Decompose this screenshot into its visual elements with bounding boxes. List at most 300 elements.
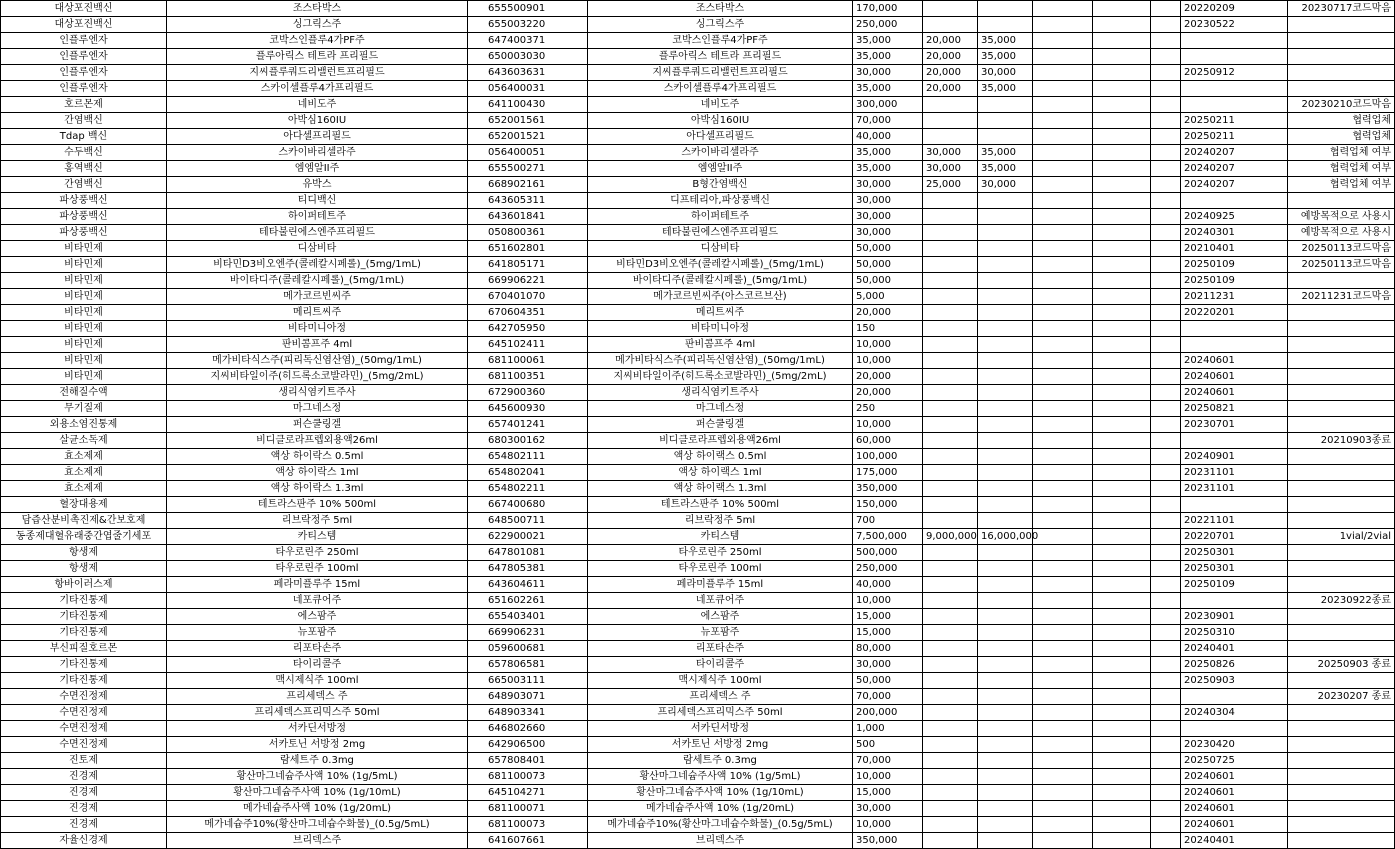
cell-category[interactable]: 비타민제 — [1, 369, 167, 385]
cell-e3[interactable] — [1151, 657, 1181, 673]
cell-name[interactable]: 하이퍼테트주 — [588, 209, 853, 225]
cell-v2[interactable] — [978, 1, 1033, 17]
cell-v1[interactable] — [923, 97, 978, 113]
cell-e1[interactable] — [1033, 513, 1093, 529]
cell-e1[interactable] — [1033, 193, 1093, 209]
cell-category[interactable]: 혈장대용제 — [1, 497, 167, 513]
cell-code[interactable]: 668902161 — [468, 177, 588, 193]
cell-code[interactable]: 647400371 — [468, 33, 588, 49]
cell-name[interactable]: 비타민D3비오엔주(콜레칼시페롤)_(5mg/1mL) — [588, 257, 853, 273]
cell-date[interactable] — [1181, 689, 1288, 705]
cell-price[interactable]: 5,000 — [853, 289, 923, 305]
cell-code[interactable]: 680300162 — [468, 433, 588, 449]
cell-v1[interactable]: 20,000 — [923, 33, 978, 49]
cell-v2[interactable] — [978, 481, 1033, 497]
cell-code[interactable]: 056400051 — [468, 145, 588, 161]
cell-price[interactable]: 350,000 — [853, 481, 923, 497]
cell-e1[interactable] — [1033, 433, 1093, 449]
cell-note[interactable]: 20230922종료 — [1288, 593, 1395, 609]
cell-price[interactable]: 1,000 — [853, 721, 923, 737]
cell-e1[interactable] — [1033, 369, 1093, 385]
cell-price[interactable]: 10,000 — [853, 353, 923, 369]
cell-price[interactable]: 170,000 — [853, 1, 923, 17]
cell-date[interactable]: 20240401 — [1181, 641, 1288, 657]
cell-price[interactable]: 20,000 — [853, 305, 923, 321]
cell-date[interactable]: 20240601 — [1181, 369, 1288, 385]
cell-date[interactable]: 20221101 — [1181, 513, 1288, 529]
cell-v1[interactable]: 9,000,000 — [923, 529, 978, 545]
cell-e1[interactable] — [1033, 321, 1093, 337]
cell-category[interactable]: Tdap 백신 — [1, 129, 167, 145]
cell-e3[interactable] — [1151, 113, 1181, 129]
cell-e3[interactable] — [1151, 785, 1181, 801]
cell-e1[interactable] — [1033, 225, 1093, 241]
cell-v2[interactable]: 35,000 — [978, 33, 1033, 49]
cell-e2[interactable] — [1093, 785, 1151, 801]
cell-e3[interactable] — [1151, 145, 1181, 161]
cell-category[interactable]: 수면진정제 — [1, 689, 167, 705]
cell-code[interactable]: 650003030 — [468, 49, 588, 65]
cell-product[interactable]: 리포타손주 — [167, 641, 468, 657]
cell-note[interactable] — [1288, 497, 1395, 513]
cell-v1[interactable] — [923, 321, 978, 337]
cell-name[interactable]: 메가네슘주사액 10% (1g/20mL) — [588, 801, 853, 817]
cell-date[interactable]: 20250310 — [1181, 625, 1288, 641]
cell-e1[interactable] — [1033, 801, 1093, 817]
cell-code[interactable]: 657401241 — [468, 417, 588, 433]
cell-price[interactable]: 35,000 — [853, 145, 923, 161]
cell-category[interactable]: 비타민제 — [1, 257, 167, 273]
cell-e2[interactable] — [1093, 161, 1151, 177]
cell-product[interactable]: 타우로린주 100ml — [167, 561, 468, 577]
cell-product[interactable]: 페라미플루주 15ml — [167, 577, 468, 593]
cell-price[interactable]: 35,000 — [853, 81, 923, 97]
cell-category[interactable]: 수두백신 — [1, 145, 167, 161]
cell-v2[interactable]: 30,000 — [978, 177, 1033, 193]
cell-v1[interactable] — [923, 593, 978, 609]
cell-category[interactable]: 파상풍백신 — [1, 193, 167, 209]
cell-category[interactable]: 항생제 — [1, 545, 167, 561]
cell-v1[interactable] — [923, 129, 978, 145]
cell-e3[interactable] — [1151, 673, 1181, 689]
cell-code[interactable]: 655500271 — [468, 161, 588, 177]
cell-v1[interactable] — [923, 385, 978, 401]
cell-code[interactable]: 652001561 — [468, 113, 588, 129]
cell-date[interactable]: 20231101 — [1181, 481, 1288, 497]
cell-date[interactable] — [1181, 433, 1288, 449]
cell-product[interactable]: 액상 하이락스 1.3ml — [167, 481, 468, 497]
cell-code[interactable]: 641607661 — [468, 833, 588, 849]
cell-v1[interactable]: 30,000 — [923, 161, 978, 177]
cell-e2[interactable] — [1093, 465, 1151, 481]
cell-e2[interactable] — [1093, 353, 1151, 369]
cell-code[interactable]: 648903341 — [468, 705, 588, 721]
cell-v2[interactable] — [978, 129, 1033, 145]
cell-note[interactable] — [1288, 353, 1395, 369]
cell-v2[interactable] — [978, 769, 1033, 785]
cell-e3[interactable] — [1151, 577, 1181, 593]
cell-date[interactable]: 20210401 — [1181, 241, 1288, 257]
cell-price[interactable]: 35,000 — [853, 33, 923, 49]
cell-code[interactable]: 641805171 — [468, 257, 588, 273]
cell-e2[interactable] — [1093, 81, 1151, 97]
cell-note[interactable] — [1288, 721, 1395, 737]
cell-date[interactable] — [1181, 97, 1288, 113]
cell-date[interactable]: 20240601 — [1181, 801, 1288, 817]
cell-e2[interactable] — [1093, 17, 1151, 33]
cell-e2[interactable] — [1093, 449, 1151, 465]
cell-v1[interactable] — [923, 209, 978, 225]
cell-v2[interactable] — [978, 353, 1033, 369]
cell-product[interactable]: 황산마그네슘주사액 10% (1g/10mL) — [167, 785, 468, 801]
cell-e2[interactable] — [1093, 257, 1151, 273]
cell-code[interactable]: 654802041 — [468, 465, 588, 481]
cell-category[interactable]: 비타민제 — [1, 289, 167, 305]
cell-note[interactable]: 20230717코드막음 — [1288, 1, 1395, 17]
cell-date[interactable]: 20250826 — [1181, 657, 1288, 673]
cell-code[interactable]: 669906231 — [468, 625, 588, 641]
cell-code[interactable]: 651602801 — [468, 241, 588, 257]
cell-v2[interactable] — [978, 705, 1033, 721]
cell-code[interactable]: 050800361 — [468, 225, 588, 241]
cell-e1[interactable] — [1033, 129, 1093, 145]
cell-product[interactable]: 조스타박스 — [167, 1, 468, 17]
cell-price[interactable]: 10,000 — [853, 337, 923, 353]
cell-note[interactable] — [1288, 465, 1395, 481]
cell-price[interactable]: 250,000 — [853, 17, 923, 33]
cell-v1[interactable]: 20,000 — [923, 49, 978, 65]
cell-v1[interactable] — [923, 289, 978, 305]
cell-v2[interactable] — [978, 657, 1033, 673]
cell-e3[interactable] — [1151, 417, 1181, 433]
cell-e2[interactable] — [1093, 689, 1151, 705]
cell-product[interactable]: 생리식염키트주사 — [167, 385, 468, 401]
cell-e2[interactable] — [1093, 177, 1151, 193]
cell-price[interactable]: 10,000 — [853, 593, 923, 609]
cell-price[interactable]: 700 — [853, 513, 923, 529]
cell-e3[interactable] — [1151, 369, 1181, 385]
cell-e2[interactable] — [1093, 273, 1151, 289]
cell-product[interactable]: 네포큐어주 — [167, 593, 468, 609]
cell-v2[interactable]: 35,000 — [978, 161, 1033, 177]
cell-category[interactable]: 인플루엔자 — [1, 81, 167, 97]
cell-name[interactable]: 맥시제식주 100ml — [588, 673, 853, 689]
cell-price[interactable]: 250,000 — [853, 561, 923, 577]
cell-price[interactable]: 40,000 — [853, 577, 923, 593]
cell-e3[interactable] — [1151, 833, 1181, 849]
cell-v1[interactable] — [923, 1, 978, 17]
cell-v1[interactable] — [923, 609, 978, 625]
cell-date[interactable]: 20250821 — [1181, 401, 1288, 417]
cell-v1[interactable] — [923, 801, 978, 817]
cell-name[interactable]: 브리덱스주 — [588, 833, 853, 849]
cell-note[interactable]: 1vial/2vial — [1288, 529, 1395, 545]
cell-note[interactable] — [1288, 65, 1395, 81]
cell-date[interactable]: 20240601 — [1181, 769, 1288, 785]
cell-e1[interactable] — [1033, 497, 1093, 513]
cell-product[interactable]: 아다셀프리필드 — [167, 129, 468, 145]
cell-v2[interactable] — [978, 273, 1033, 289]
cell-name[interactable]: 스카이바리셀라주 — [588, 145, 853, 161]
cell-name[interactable]: 비타미니아정 — [588, 321, 853, 337]
cell-note[interactable] — [1288, 785, 1395, 801]
cell-category[interactable]: 기타진통제 — [1, 657, 167, 673]
cell-date[interactable]: 20240301 — [1181, 225, 1288, 241]
cell-v1[interactable] — [923, 449, 978, 465]
cell-e2[interactable] — [1093, 609, 1151, 625]
cell-name[interactable]: 에스팜주 — [588, 609, 853, 625]
cell-name[interactable]: B형간염백신 — [588, 177, 853, 193]
cell-category[interactable]: 효소제제 — [1, 465, 167, 481]
cell-product[interactable]: 리브락정주 5ml — [167, 513, 468, 529]
cell-name[interactable]: 프리세덱스 주 — [588, 689, 853, 705]
cell-code[interactable]: 670401070 — [468, 289, 588, 305]
cell-date[interactable]: 20240207 — [1181, 177, 1288, 193]
cell-code[interactable]: 651602261 — [468, 593, 588, 609]
cell-e2[interactable] — [1093, 369, 1151, 385]
cell-e3[interactable] — [1151, 769, 1181, 785]
cell-category[interactable]: 인플루엔자 — [1, 49, 167, 65]
cell-product[interactable]: 타이리콜주 — [167, 657, 468, 673]
cell-name[interactable]: 액상 하이랙스 1.3ml — [588, 481, 853, 497]
cell-code[interactable]: 643601841 — [468, 209, 588, 225]
cell-code[interactable]: 654802111 — [468, 449, 588, 465]
cell-e1[interactable] — [1033, 545, 1093, 561]
cell-category[interactable]: 비타민제 — [1, 353, 167, 369]
cell-e2[interactable] — [1093, 721, 1151, 737]
cell-e1[interactable] — [1033, 753, 1093, 769]
cell-product[interactable]: 판비콤프주 4ml — [167, 337, 468, 353]
cell-note[interactable] — [1288, 625, 1395, 641]
cell-code[interactable]: 646802660 — [468, 721, 588, 737]
cell-e3[interactable] — [1151, 561, 1181, 577]
cell-date[interactable]: 20250211 — [1181, 113, 1288, 129]
cell-v2[interactable]: 35,000 — [978, 145, 1033, 161]
cell-price[interactable]: 350,000 — [853, 833, 923, 849]
cell-e2[interactable] — [1093, 817, 1151, 833]
cell-category[interactable]: 진경제 — [1, 769, 167, 785]
cell-note[interactable] — [1288, 481, 1395, 497]
cell-note[interactable] — [1288, 401, 1395, 417]
cell-e2[interactable] — [1093, 113, 1151, 129]
cell-code[interactable]: 681100351 — [468, 369, 588, 385]
cell-code[interactable]: 648500711 — [468, 513, 588, 529]
cell-e2[interactable] — [1093, 705, 1151, 721]
cell-date[interactable]: 20250109 — [1181, 257, 1288, 273]
cell-v1[interactable] — [923, 705, 978, 721]
cell-name[interactable]: 비디클로라프렙외용액26ml — [588, 433, 853, 449]
cell-note[interactable] — [1288, 33, 1395, 49]
cell-code[interactable]: 655003220 — [468, 17, 588, 33]
cell-category[interactable]: 파상풍백신 — [1, 209, 167, 225]
cell-category[interactable]: 대상포진백신 — [1, 1, 167, 17]
cell-v2[interactable] — [978, 321, 1033, 337]
cell-v1[interactable] — [923, 273, 978, 289]
cell-name[interactable]: 지씨비타일이주(히드록소코발라민)_(5mg/2mL) — [588, 369, 853, 385]
cell-price[interactable]: 10,000 — [853, 769, 923, 785]
cell-code[interactable]: 670604351 — [468, 305, 588, 321]
cell-category[interactable]: 파상풍백신 — [1, 225, 167, 241]
cell-price[interactable]: 200,000 — [853, 705, 923, 721]
cell-e1[interactable] — [1033, 817, 1093, 833]
cell-date[interactable]: 20240601 — [1181, 785, 1288, 801]
cell-v2[interactable] — [978, 641, 1033, 657]
cell-e3[interactable] — [1151, 225, 1181, 241]
cell-price[interactable]: 15,000 — [853, 609, 923, 625]
cell-date[interactable]: 20250912 — [1181, 65, 1288, 81]
cell-v2[interactable] — [978, 785, 1033, 801]
cell-code[interactable]: 642906500 — [468, 737, 588, 753]
cell-e2[interactable] — [1093, 385, 1151, 401]
cell-v2[interactable] — [978, 209, 1033, 225]
cell-product[interactable]: 액상 하이락스 0.5ml — [167, 449, 468, 465]
cell-e3[interactable] — [1151, 49, 1181, 65]
cell-date[interactable]: 20240925 — [1181, 209, 1288, 225]
cell-note[interactable] — [1288, 753, 1395, 769]
cell-note[interactable]: 협력업체 여부 — [1288, 177, 1395, 193]
cell-date[interactable] — [1181, 81, 1288, 97]
cell-product[interactable]: 프리세덱스 주 — [167, 689, 468, 705]
cell-e3[interactable] — [1151, 129, 1181, 145]
cell-v2[interactable] — [978, 241, 1033, 257]
cell-date[interactable]: 20240207 — [1181, 161, 1288, 177]
cell-v1[interactable]: 20,000 — [923, 65, 978, 81]
cell-e2[interactable] — [1093, 737, 1151, 753]
cell-code[interactable]: 642705950 — [468, 321, 588, 337]
cell-product[interactable]: 카티스템 — [167, 529, 468, 545]
cell-code[interactable]: 681100073 — [468, 817, 588, 833]
cell-e3[interactable] — [1151, 305, 1181, 321]
cell-code[interactable]: 655500901 — [468, 1, 588, 17]
cell-category[interactable]: 비타민제 — [1, 273, 167, 289]
cell-v2[interactable] — [978, 561, 1033, 577]
cell-code[interactable]: 622900021 — [468, 529, 588, 545]
cell-note[interactable]: 예방목적으로 사용시 — [1288, 225, 1395, 241]
cell-e2[interactable] — [1093, 753, 1151, 769]
cell-e3[interactable] — [1151, 497, 1181, 513]
cell-date[interactable]: 20240901 — [1181, 449, 1288, 465]
cell-price[interactable]: 30,000 — [853, 801, 923, 817]
cell-category[interactable]: 진경제 — [1, 785, 167, 801]
cell-code[interactable]: 672900360 — [468, 385, 588, 401]
cell-price[interactable]: 500,000 — [853, 545, 923, 561]
cell-category[interactable]: 인플루엔자 — [1, 65, 167, 81]
cell-date[interactable] — [1181, 193, 1288, 209]
cell-name[interactable]: 아다셀프리필드 — [588, 129, 853, 145]
cell-product[interactable]: 람세트주 0.3mg — [167, 753, 468, 769]
cell-v2[interactable]: 35,000 — [978, 81, 1033, 97]
cell-v1[interactable]: 25,000 — [923, 177, 978, 193]
cell-v2[interactable] — [978, 385, 1033, 401]
cell-e1[interactable] — [1033, 785, 1093, 801]
cell-e3[interactable] — [1151, 161, 1181, 177]
cell-v1[interactable] — [923, 417, 978, 433]
cell-v1[interactable] — [923, 753, 978, 769]
cell-date[interactable] — [1181, 337, 1288, 353]
cell-product[interactable]: 티디백신 — [167, 193, 468, 209]
cell-v2[interactable] — [978, 801, 1033, 817]
cell-e1[interactable] — [1033, 1, 1093, 17]
cell-category[interactable]: 호르몬제 — [1, 97, 167, 113]
cell-e3[interactable] — [1151, 641, 1181, 657]
cell-e1[interactable] — [1033, 673, 1093, 689]
cell-category[interactable]: 항생제 — [1, 561, 167, 577]
cell-date[interactable] — [1181, 49, 1288, 65]
cell-e2[interactable] — [1093, 225, 1151, 241]
cell-name[interactable]: 람세트주 0.3mg — [588, 753, 853, 769]
cell-v2[interactable] — [978, 433, 1033, 449]
cell-name[interactable]: 페라미플루주 15ml — [588, 577, 853, 593]
cell-e1[interactable] — [1033, 289, 1093, 305]
cell-e3[interactable] — [1151, 209, 1181, 225]
cell-e2[interactable] — [1093, 625, 1151, 641]
cell-v1[interactable] — [923, 353, 978, 369]
cell-price[interactable]: 50,000 — [853, 673, 923, 689]
cell-e2[interactable] — [1093, 97, 1151, 113]
cell-price[interactable]: 10,000 — [853, 417, 923, 433]
cell-name[interactable]: 리브락정주 5ml — [588, 513, 853, 529]
cell-name[interactable]: 플루아릭스 테트라 프리필드 — [588, 49, 853, 65]
cell-e2[interactable] — [1093, 673, 1151, 689]
cell-note[interactable] — [1288, 817, 1395, 833]
cell-price[interactable]: 30,000 — [853, 209, 923, 225]
cell-e3[interactable] — [1151, 337, 1181, 353]
cell-category[interactable]: 무기질제 — [1, 401, 167, 417]
cell-e2[interactable] — [1093, 593, 1151, 609]
cell-v1[interactable] — [923, 737, 978, 753]
cell-date[interactable]: 20250725 — [1181, 753, 1288, 769]
cell-note[interactable]: 20210903종료 — [1288, 433, 1395, 449]
cell-product[interactable]: 바이타디주(콜레칼시페롤)_(5mg/1mL) — [167, 273, 468, 289]
cell-v1[interactable] — [923, 625, 978, 641]
cell-code[interactable]: 681100061 — [468, 353, 588, 369]
cell-v1[interactable] — [923, 577, 978, 593]
cell-category[interactable]: 부신피질호르몬 — [1, 641, 167, 657]
cell-v1[interactable] — [923, 673, 978, 689]
cell-category[interactable]: 인플루엔자 — [1, 33, 167, 49]
cell-date[interactable]: 20230701 — [1181, 417, 1288, 433]
cell-product[interactable]: 디삼비타 — [167, 241, 468, 257]
cell-date[interactable]: 20250109 — [1181, 273, 1288, 289]
cell-v2[interactable] — [978, 113, 1033, 129]
cell-note[interactable] — [1288, 833, 1395, 849]
cell-product[interactable]: 메가코르빈씨주 — [167, 289, 468, 305]
cell-code[interactable]: 643605311 — [468, 193, 588, 209]
cell-name[interactable]: 메가코르빈씨주(아스코르브산) — [588, 289, 853, 305]
cell-e2[interactable] — [1093, 545, 1151, 561]
cell-category[interactable]: 항바이러스제 — [1, 577, 167, 593]
cell-e2[interactable] — [1093, 561, 1151, 577]
cell-name[interactable]: 황산마그네슘주사액 10% (1g/5mL) — [588, 769, 853, 785]
cell-e3[interactable] — [1151, 545, 1181, 561]
cell-v1[interactable] — [923, 721, 978, 737]
cell-name[interactable]: 판비콤프주 4ml — [588, 337, 853, 353]
cell-price[interactable]: 50,000 — [853, 241, 923, 257]
cell-name[interactable]: 액상 하이랙스 0.5ml — [588, 449, 853, 465]
cell-e1[interactable] — [1033, 721, 1093, 737]
cell-note[interactable]: 협력업체 여부 — [1288, 161, 1395, 177]
cell-note[interactable] — [1288, 561, 1395, 577]
cell-e2[interactable] — [1093, 801, 1151, 817]
cell-name[interactable]: 퍼슨쿨링겔 — [588, 417, 853, 433]
cell-v2[interactable] — [978, 513, 1033, 529]
cell-e2[interactable] — [1093, 657, 1151, 673]
cell-e1[interactable] — [1033, 609, 1093, 625]
cell-e2[interactable] — [1093, 65, 1151, 81]
cell-name[interactable]: 프리세덱스프리믹스주 50ml — [588, 705, 853, 721]
cell-product[interactable]: 맥시제식주 100ml — [167, 673, 468, 689]
cell-v1[interactable] — [923, 113, 978, 129]
